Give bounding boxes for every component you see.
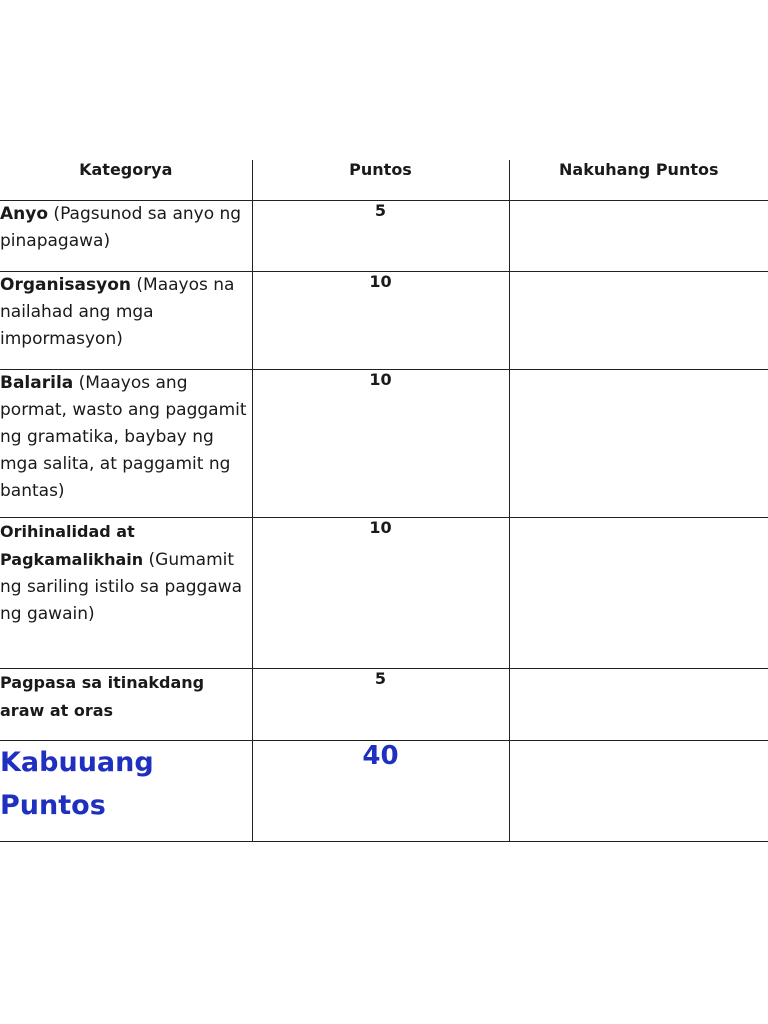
table-row — [0, 201, 768, 272]
category-cell — [0, 201, 252, 272]
points-cell: 5 — [252, 201, 509, 272]
category-cell — [0, 370, 252, 518]
points-cell: 10 — [252, 370, 509, 518]
earned-points-cell[interactable] — [509, 669, 768, 741]
category-cell — [0, 669, 252, 741]
earned-points-cell[interactable] — [509, 518, 768, 669]
total-label: Kabuuang Puntos — [0, 741, 252, 842]
category-title: Pagpasa sa itinakdang araw at oras — [0, 673, 205, 720]
header-earned: Nakuhang Puntos — [509, 160, 768, 201]
earned-points-cell[interactable] — [509, 370, 768, 518]
category-cell — [0, 272, 252, 370]
category-cell — [0, 518, 252, 669]
header-category: Kategorya — [0, 160, 252, 201]
total-earned-cell[interactable] — [509, 741, 768, 842]
category-description: (Gumamit ng sariling istilo sa paggawa ng gawain) — [0, 550, 243, 624]
total-row — [0, 741, 768, 842]
table-row — [0, 669, 768, 741]
points-cell: 10 — [252, 518, 509, 669]
category-title: Anyo — [0, 204, 49, 224]
table-row — [0, 518, 768, 669]
header-row — [0, 160, 768, 201]
points-cell: 5 — [252, 669, 509, 741]
table-row — [0, 370, 768, 518]
table-row — [0, 272, 768, 370]
category-description: (Maayos na nailahad ang mga impormasyon) — [0, 275, 235, 349]
earned-points-cell[interactable] — [509, 201, 768, 272]
header-points: Puntos — [252, 160, 509, 201]
rubric-table — [0, 160, 768, 842]
earned-points-cell[interactable] — [509, 272, 768, 370]
category-description: (Pagsunod sa anyo ng pinapagawa) — [0, 204, 242, 251]
category-description: (Maayos ang pormat, wasto ang paggamit ng gramatika, baybay ng mga salita, at paggamit ng bantas) — [0, 373, 247, 501]
category-title: Balarila — [0, 373, 74, 393]
total-points: 40 — [252, 741, 509, 842]
points-cell: 10 — [252, 272, 509, 370]
category-title: Orihinalidad at Pagkamalikhain — [0, 522, 144, 569]
category-title: Organisasyon — [0, 275, 131, 295]
